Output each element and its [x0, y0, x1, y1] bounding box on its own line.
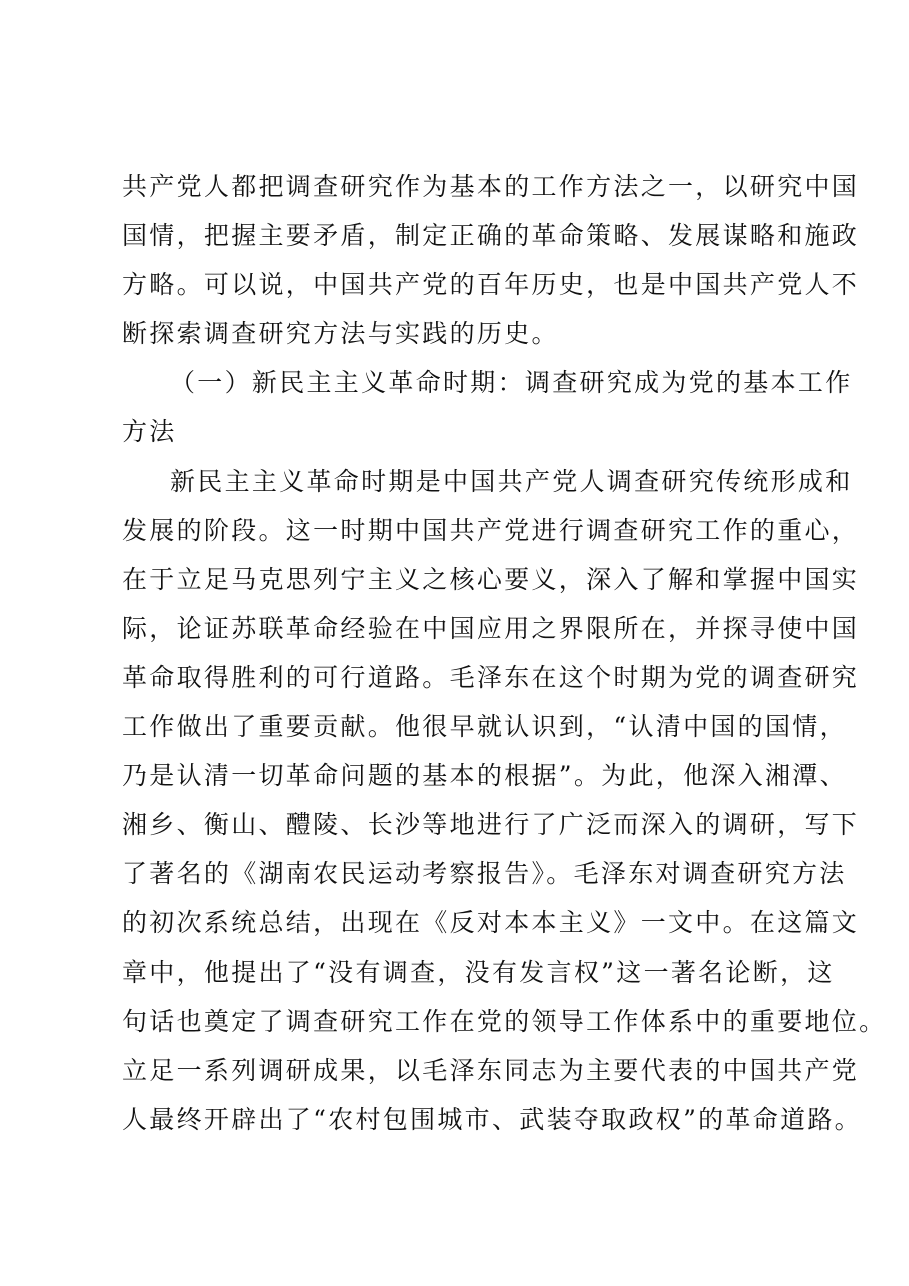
text-line: 立足一系列调研成果，以毛泽东同志为主要代表的中国共产党 — [122, 1055, 860, 1085]
text-line: 国情，把握主要矛盾，制定正确的革命策略、发展谋略和施政 — [122, 221, 860, 251]
text-line: 新民主主义革命时期是中国共产党人调查研究传统形成和 — [170, 466, 853, 496]
text-line: 人最终开辟出了“农村包围城市、武装夺取政权”的革命道路。 — [122, 1104, 862, 1134]
text-line: 乃是认清一切革命问题的基本的根据”。为此，他深入湘潭、 — [122, 761, 847, 791]
text-line: 句话也奠定了调查研究工作在党的领导工作体系中的重要地位。 — [122, 1006, 887, 1036]
text-line: 际，论证苏联革命经验在中国应用之界限所在，并探寻使中国 — [122, 613, 860, 643]
text-line: 革命取得胜利的可行道路。毛泽东在这个时期为党的调查研究 — [122, 662, 860, 692]
text-line: 的初次系统总结，出现在《反对本本主义》一文中。在这篇文 — [122, 908, 860, 938]
text-line: 断探索调查研究方法与实践的历史。 — [122, 319, 559, 349]
text-line: 方略。可以说，中国共产党的百年历史，也是中国共产党人不 — [122, 270, 860, 300]
text-line: 湘乡、衡山、醴陵、长沙等地进行了广泛而深入的调研，写下 — [122, 810, 860, 840]
text-line: 工作做出了重要贡献。他很早就认识到，“认清中国的国情， — [122, 712, 847, 742]
text-line: 了著名的《湖南农民运动考察报告》。毛泽东对调查研究方法 — [122, 859, 847, 889]
text-line: 章中，他提出了“没有调查，没有发言权”这一著名论断，这 — [122, 957, 835, 987]
document-body — [122, 162, 887, 1144]
text-line: 发展的阶段。这一时期中国共产党进行调查研究工作的重心， — [122, 515, 860, 545]
text-line: 在于立足马克思列宁主义之核心要义，深入了解和掌握中国实 — [122, 564, 860, 594]
section-heading-line: （一）新民主主义革命时期：调查研究成为党的基本工作 — [170, 368, 853, 398]
text-line: 共产党人都把调查研究作为基本的工作方法之一，以研究中国 — [122, 172, 860, 201]
section-heading-line: 方法 — [122, 417, 177, 447]
